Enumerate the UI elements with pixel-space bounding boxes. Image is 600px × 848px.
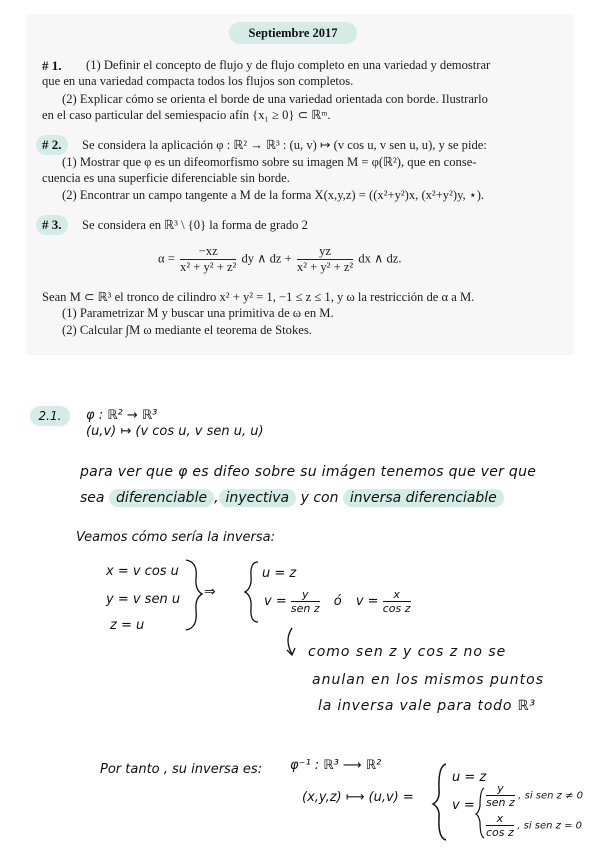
keyword-inversa-diferenciable: inversa diferenciable <box>343 489 504 507</box>
keyword-inyectiva: inyectiva <box>219 489 297 507</box>
problem-2-number: # 2. <box>36 135 68 155</box>
notes-paragraph-1: para ver que φ es difeo sobre su imágen tenemos que ver que <box>80 464 537 480</box>
problem-1-line-2: que en una variedad compacta todos los flujos son completos. <box>42 74 354 88</box>
left-brace <box>245 562 258 622</box>
sub-cases-brace <box>476 788 484 838</box>
notes-case-v: v = <box>452 798 475 813</box>
notes-section-label: 2.1. <box>30 406 70 426</box>
problem-2-line-3: cuencia es una superficie diferenciable sin borde. <box>42 171 290 185</box>
problem-2-line-1: Se considera la aplicación φ : ℝ² → ℝ³ : (u, v) ↦ (v cos u, v sen u, u), y se pide: <box>82 138 487 152</box>
fraction-2-numerator: yz <box>297 244 353 260</box>
problem-1-line-3: (2) Explicar cómo se orienta el borde de una variedad orientada con borde. Ilustrarlo <box>62 92 488 106</box>
problem-3-line-3: (1) Parametrizar M y buscar una primitiva de ω en M. <box>62 306 334 320</box>
problem-3-line-2: Sean M ⊂ ℝ³ el tronco de cilindro x² + y² = 1, −1 ≤ z ≤ 1, y ω la restricción de α a M. <box>42 290 475 304</box>
notes-remark-2: anulan en los mismos puntos <box>312 672 545 688</box>
alpha-label: α = <box>158 251 175 266</box>
case-1-num: y <box>486 782 515 796</box>
notes-map-definition: (u,v) ↦ (v cos u, v sen u, u) <box>86 424 264 439</box>
case-2-condition: , si sen z = 0 <box>517 820 583 832</box>
notes-inverse-map: φ⁻¹ : ℝ³ ⟶ ℝ² <box>290 758 382 773</box>
problem-1-line-1: (1) Definir el concepto de flujo y de flujo completo en una variedad y demostrar <box>86 58 491 72</box>
sol-v2-den: cos z <box>382 602 411 615</box>
case-2-den: cos z <box>486 826 514 839</box>
notes-sol-u: u = z <box>262 566 297 581</box>
alpha-term-2: dx ∧ dz. <box>358 251 402 266</box>
problem-3-line-1: Se considera en ℝ³ \ {0} la forma de grado 2 <box>82 218 308 232</box>
notes-case-u: u = z <box>452 770 487 785</box>
fraction-1-numerator: −xz <box>180 244 236 260</box>
notes-eq-y: y = v sen u <box>106 592 181 607</box>
notes-eq-z: z = u <box>110 618 145 633</box>
sol-v-label: v = <box>264 594 287 609</box>
notes-implies: ⇒ <box>204 584 216 600</box>
sol-v-num: y <box>291 588 320 602</box>
cases-brace <box>433 764 446 840</box>
notes-veamos: Veamos cómo sería la inversa: <box>76 530 276 545</box>
notes-inverse-def: (x,y,z) ⟼ (u,v) = <box>302 790 414 805</box>
problem-3-line-4: (2) Calcular ∫M ω mediante el teorema de Stokes. <box>62 323 312 337</box>
notes-portanto: Por tanto , su inversa es: <box>100 762 263 777</box>
problem-2-line-4: (2) Encontrar un campo tangente a M de la forma X(x,y,z) = ((x²+y²)x, (x²+y²)y, ⋆). <box>62 188 485 202</box>
notes-map-signature: φ : ℝ² → ℝ³ <box>86 408 158 423</box>
problem-3-number: # 3. <box>36 215 68 235</box>
problem-2-line-2: (1) Mostrar que φ es un difeomorfismo sobre su imagen M = φ(ℝ²), que en conse- <box>62 155 477 169</box>
notes-remark-3: la inversa vale para todo ℝ³ <box>318 698 536 714</box>
notes-eq-x: x = v cos u <box>106 564 179 579</box>
notes-comma: , <box>214 490 219 506</box>
curved-arrow <box>288 628 292 654</box>
alpha-term-1: dy ∧ dz + <box>241 251 292 266</box>
fraction-1-denominator: x² + y² + z² <box>180 260 237 274</box>
fraction-2-denominator: x² + y² + z² <box>296 260 354 274</box>
sol-v-den: sen z <box>290 602 320 615</box>
notes-word-y-con: y con <box>300 490 339 506</box>
case-1-condition: , si sen z ≠ 0 <box>518 790 584 802</box>
problem-1-number: # 1. <box>42 58 62 73</box>
case-1-den: sen z <box>486 796 515 809</box>
keyword-diferenciable: diferenciable <box>109 489 214 507</box>
sol-v2-num: x <box>383 588 411 602</box>
problem-1-line-4: en el caso particular del semiespacio afín {x₁ ≥ 0} ⊂ ℝᵐ. <box>42 108 331 122</box>
exam-title: Septiembre 2017 <box>229 22 357 44</box>
sol-or: ó <box>333 594 342 609</box>
notes-remark-1: como sen z y cos z no se <box>308 644 507 660</box>
right-brace <box>186 560 202 630</box>
case-2-num: x <box>486 812 514 826</box>
sol-v2-label: v = <box>355 594 379 609</box>
notes-word-sea: sea <box>80 490 105 506</box>
